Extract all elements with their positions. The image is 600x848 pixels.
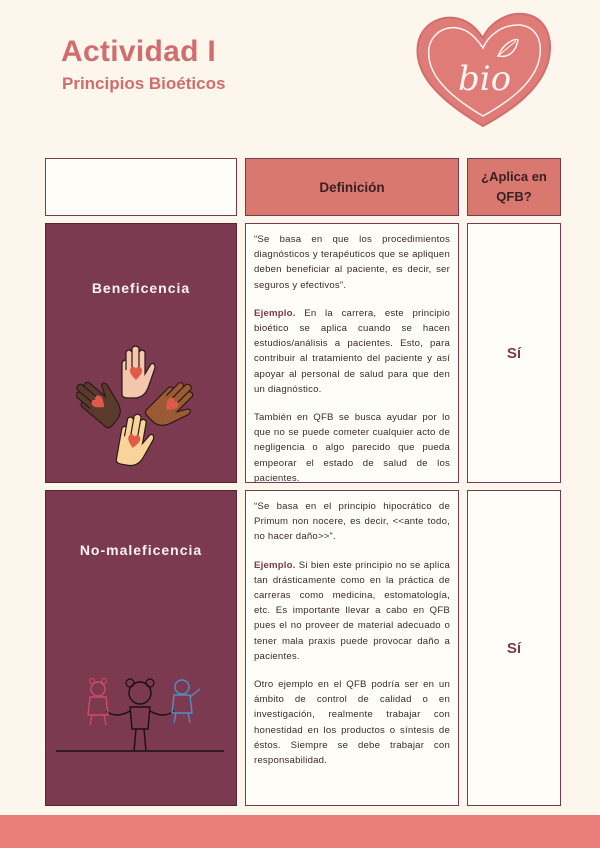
definition-paragraph: “Se basa en que los procedimientos diagnósticos y terapéuticos que se apliquen deben beneficiar al paciente, es decir, ser seguros y efectivos”. xyxy=(254,234,450,291)
toy-right xyxy=(172,680,200,723)
footer-bar xyxy=(0,815,600,848)
applies-value: Sí xyxy=(506,344,522,362)
definition-cell-beneficencia xyxy=(245,223,459,483)
applies-value: Sí xyxy=(506,639,522,657)
bio-heart-logo xyxy=(412,8,554,130)
table-header-corner xyxy=(45,158,237,216)
person-holding-toys-illustration xyxy=(54,667,226,759)
principle-cell-beneficencia xyxy=(45,223,237,483)
definition-paragraph: También en QFB se busca ayudar por lo que no se puede cometer cualquier acto de negligencia o algo parecido que pueda empeorar el estado de salud de los pacientes. xyxy=(254,412,450,484)
column-header-applies-label: ¿Aplica en QFB? xyxy=(481,169,547,204)
definition-paragraph: Otro ejemplo en el QFB podría ser en un ámbito de control de calidad o en investigación, realmente trabajar con honestidad en los productos o síntesis de éstos. Siempre se debe trabajar con responsabilidad. xyxy=(254,679,450,767)
page-title: Actividad I xyxy=(61,35,216,68)
principle-label: Beneficencia xyxy=(91,280,191,296)
applies-cell-beneficencia xyxy=(467,223,561,483)
helping-hands-illustration xyxy=(76,342,198,470)
definition-cell-no-maleficencia xyxy=(245,490,459,806)
toy-left xyxy=(88,679,108,726)
principle-cell-no-maleficencia xyxy=(45,490,237,806)
column-header-applies xyxy=(467,158,561,216)
page-subtitle: Principios Bioéticos xyxy=(62,74,226,93)
example-paragraph: Ejemplo. En la carrera, este principio bioético se aplica cuando se hacen estudios/análisis a pacientes. Esto, para contribuir al tratamiento del paciente y así apoyar al personal de salud para que den un diagnóstico. xyxy=(254,307,450,395)
column-header-definition: Definición xyxy=(245,158,459,216)
example-paragraph: Ejemplo. Si bien este principio no se aplica tan drásticamente como en la práctica de carreras como medicina, estomatología, etc. Es importante llevar a cabo en QFB pues el no proveer de material adecuado o tener mala praxis puede provocar daño a pacientes. xyxy=(254,559,450,662)
definition-paragraph: “Se basa en el principio hipocrático de Primum non nocere, es decir, <<ante todo, no hacer daño>>”. xyxy=(254,501,450,543)
principle-label: No-maleficencia xyxy=(79,542,203,558)
logo-text: bio xyxy=(458,59,512,99)
applies-cell-no-maleficencia xyxy=(467,490,561,806)
